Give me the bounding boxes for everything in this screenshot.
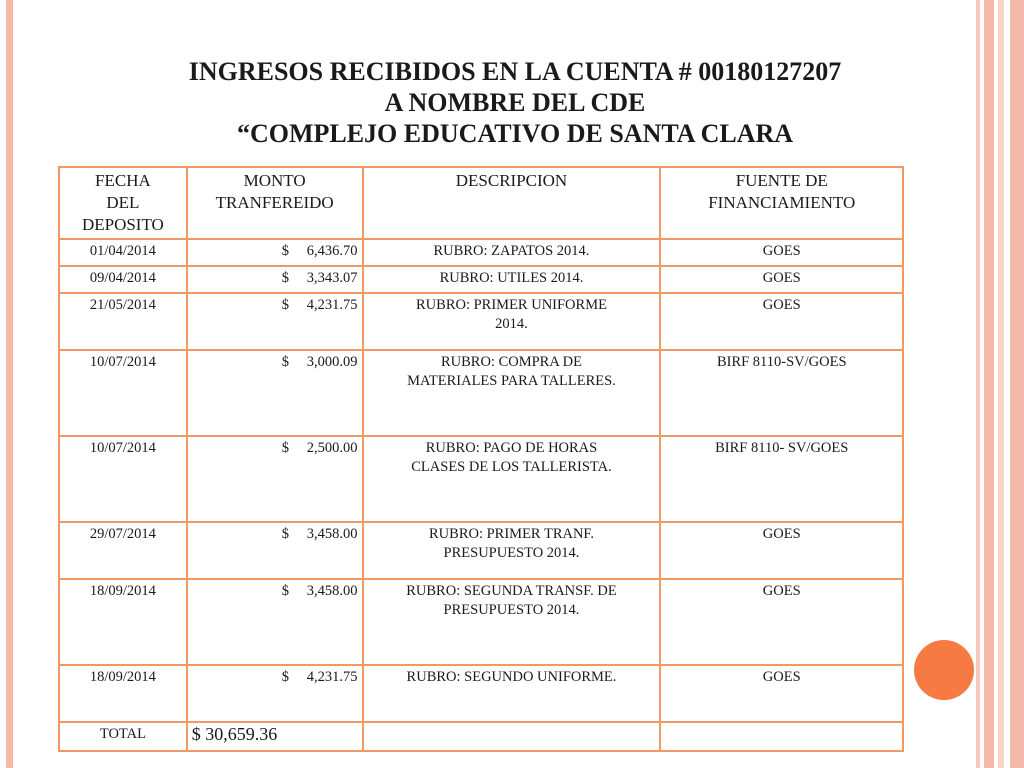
cell-amount	[187, 522, 363, 579]
currency-symbol: $	[281, 270, 290, 286]
cell-amount	[187, 579, 363, 665]
table-row	[59, 436, 903, 522]
total-amount: $ 30,659.36	[187, 722, 363, 751]
currency-symbol: $	[281, 526, 290, 542]
description-line: PRESUPUESTO 2014.	[443, 545, 580, 561]
header-monto-line: MONTO	[243, 171, 306, 190]
right-stripe	[976, 0, 980, 768]
description-line: RUBRO: UTILES 2014.	[439, 270, 584, 286]
cell-date: 10/07/2014	[59, 350, 187, 436]
header-monto-line: TRANFEREIDO	[215, 193, 334, 212]
currency-symbol: $	[281, 243, 290, 259]
right-stripe	[1010, 0, 1024, 768]
cell-description	[363, 293, 661, 350]
cell-amount	[187, 350, 363, 436]
right-stripe	[998, 0, 1004, 768]
cell-source: GOES	[660, 522, 903, 579]
title-line-1: INGRESOS RECIBIDOS EN LA CUENTA # 00180127207	[188, 57, 842, 86]
header-fuente-line: FUENTE DE	[735, 171, 828, 190]
cell-amount	[187, 239, 363, 266]
amount-value: 3,000.09	[306, 354, 358, 370]
header-fecha-line: DEL	[106, 193, 140, 212]
cell-amount	[187, 665, 363, 722]
cell-source: GOES	[660, 239, 903, 266]
cell-amount	[187, 266, 363, 293]
currency-symbol: $	[281, 354, 290, 370]
right-stripe	[984, 0, 994, 768]
left-decorative-bar	[6, 0, 13, 768]
cell-source: BIRF 8110- SV/GOES	[660, 436, 903, 522]
amount-value: 3,458.00	[306, 526, 358, 542]
right-decorative-band	[974, 0, 1024, 768]
header-fecha	[59, 167, 187, 239]
cell-date: 10/07/2014	[59, 436, 187, 522]
empty-cell	[363, 722, 661, 751]
amount-value: 4,231.75	[306, 297, 358, 313]
cell-date: 29/07/2014	[59, 522, 187, 579]
title-line-3: “COMPLEJO EDUCATIVO DE SANTA CLARA	[236, 119, 794, 148]
header-descripcion	[363, 167, 661, 239]
currency-symbol: $	[281, 583, 290, 599]
deposits-table	[58, 166, 904, 752]
cell-amount	[187, 293, 363, 350]
table-row	[59, 350, 903, 436]
cell-source: GOES	[660, 579, 903, 665]
header-fuente-line: FINANCIAMIENTO	[708, 193, 856, 212]
description-line: RUBRO: SEGUNDO UNIFORME.	[406, 669, 617, 685]
decorative-orange-circle	[914, 640, 974, 700]
currency-symbol: $	[281, 440, 290, 456]
table-row	[59, 266, 903, 293]
table-row	[59, 239, 903, 266]
cell-description	[363, 239, 661, 266]
header-monto	[187, 167, 363, 239]
currency-symbol: $	[281, 669, 290, 685]
description-line: MATERIALES PARA TALLERES.	[407, 373, 616, 389]
header-fuente	[660, 167, 903, 239]
header-fecha-line: FECHA	[95, 171, 151, 190]
cell-source: BIRF 8110-SV/GOES	[660, 350, 903, 436]
cell-date: 21/05/2014	[59, 293, 187, 350]
description-line: RUBRO: ZAPATOS 2014.	[433, 243, 590, 259]
table-header-row	[59, 167, 903, 239]
description-line: RUBRO: PAGO DE HORAS	[425, 440, 598, 456]
description-line: CLASES DE LOS TALLERISTA.	[411, 459, 612, 475]
description-line: RUBRO: SEGUNDA TRANSF. DE	[406, 583, 617, 599]
table-row	[59, 665, 903, 722]
page-title	[60, 56, 970, 149]
description-line: RUBRO: COMPRA DE	[440, 354, 582, 370]
amount-value: 3,343.07	[306, 270, 358, 286]
header-descripcion-line: DESCRIPCION	[455, 171, 568, 190]
title-line-2: A NOMBRE DEL CDE	[384, 88, 646, 117]
cell-source: GOES	[660, 266, 903, 293]
table-row	[59, 293, 903, 350]
cell-description	[363, 579, 661, 665]
cell-date: 18/09/2014	[59, 665, 187, 722]
empty-cell	[660, 722, 903, 751]
cell-source: GOES	[660, 293, 903, 350]
cell-description	[363, 350, 661, 436]
description-line: RUBRO: PRIMER UNIFORME	[416, 297, 607, 313]
description-line: RUBRO: PRIMER TRANF.	[429, 526, 594, 542]
description-line: 2014.	[495, 316, 528, 332]
amount-value: 6,436.70	[306, 243, 358, 259]
amount-value: 3,458.00	[306, 583, 358, 599]
cell-description	[363, 665, 661, 722]
cell-date: 01/04/2014	[59, 239, 187, 266]
description-line: PRESUPUESTO 2014.	[443, 602, 580, 618]
cell-source: GOES	[660, 665, 903, 722]
cell-date: 18/09/2014	[59, 579, 187, 665]
cell-amount	[187, 436, 363, 522]
header-fecha-line: DEPOSITO	[81, 215, 164, 234]
amount-value: 4,231.75	[306, 669, 358, 685]
table-row	[59, 579, 903, 665]
total-label: TOTAL	[59, 722, 187, 751]
currency-symbol: $	[281, 297, 290, 313]
table-row	[59, 522, 903, 579]
cell-description	[363, 266, 661, 293]
cell-description	[363, 436, 661, 522]
cell-description	[363, 522, 661, 579]
amount-value: 2,500.00	[306, 440, 358, 456]
total-row	[59, 722, 903, 751]
cell-date: 09/04/2014	[59, 266, 187, 293]
